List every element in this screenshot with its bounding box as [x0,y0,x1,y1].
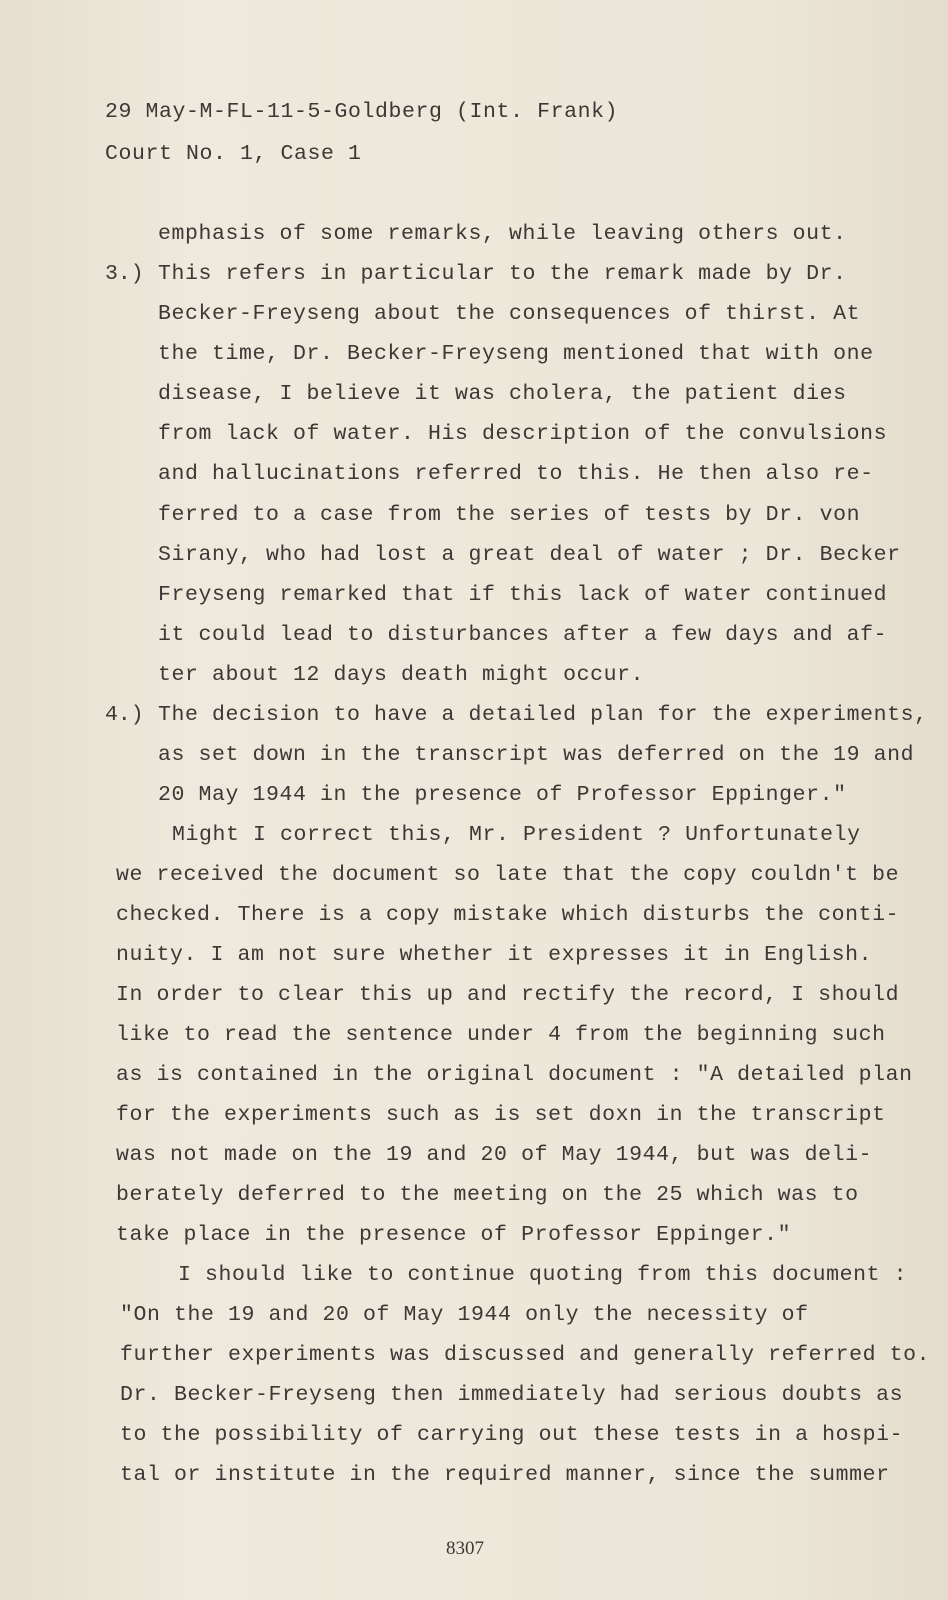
text-line: In order to clear this up and rectify the record, I should [116,983,900,1007]
item-number-4: 4.) [105,703,144,727]
text-line: as is contained in the original document : "A detailed plan [116,1063,913,1087]
text-line: tal or institute in the required manner, since the summer [120,1463,890,1487]
item-number-3: 3.) [105,262,144,286]
text-line: I should like to continue quoting from this document : [178,1263,908,1287]
text-line: Dr. Becker-Freyseng then immediately had serious doubts as [120,1383,904,1407]
header-line-1: 29 May-M-FL-11-5-Goldberg (Int. Frank) [105,100,619,124]
text-line: ferred to a case from the series of tests by Dr. von [158,503,861,527]
text-line: 20 May 1944 in the presence of Professor Eppinger." [158,783,847,807]
text-line: further experiments was discussed and generally referred to. [120,1343,931,1367]
text-line: take place in the presence of Professor Eppinger." [116,1223,792,1247]
text-line: we received the document so late that the copy couldn't be [116,863,900,887]
header-line-2: Court No. 1, Case 1 [105,142,362,166]
text-line: to the possibility of carrying out these tests in a hospi- [120,1423,904,1447]
text-line: and hallucinations referred to this. He then also re- [158,462,874,486]
text-line: Becker-Freyseng about the consequences of thirst. At [158,302,861,326]
text-line: ter about 12 days death might occur. [158,663,645,687]
text-line: from lack of water. His description of the convulsions [158,422,888,446]
text-line: it could lead to disturbances after a few days and af- [158,623,888,647]
text-line: Might I correct this, Mr. President ? Unfortunately [172,823,861,847]
text-line: berately deferred to the meeting on the 25 which was to [116,1183,859,1207]
text-line: nuity. I am not sure whether it expresses it in English. [116,943,873,967]
text-line: emphasis of some remarks, while leaving others out. [158,222,847,246]
text-line: checked. There is a copy mistake which disturbs the conti- [116,903,900,927]
page-number: 8307 [446,1538,484,1559]
text-line: disease, I believe it was cholera, the patient dies [158,382,847,406]
text-line: "On the 19 and 20 of May 1944 only the necessity of [120,1303,809,1327]
text-line: was not made on the 19 and 20 of May 1944, but was deli- [116,1143,873,1167]
text-line: This refers in particular to the remark made by Dr. [158,262,847,286]
text-line: for the experiments such as is set doxn in the transcript [116,1103,886,1127]
text-line: the time, Dr. Becker-Freyseng mentioned that with one [158,342,874,366]
text-line: as set down in the transcript was deferred on the 19 and [158,743,915,767]
text-line: Sirany, who had lost a great deal of water ; Dr. Becker [158,543,901,567]
text-line: like to read the sentence under 4 from the beginning such [116,1023,886,1047]
text-line: Freyseng remarked that if this lack of water continued [158,583,888,607]
text-line: The decision to have a detailed plan for the experiments, [158,703,928,727]
